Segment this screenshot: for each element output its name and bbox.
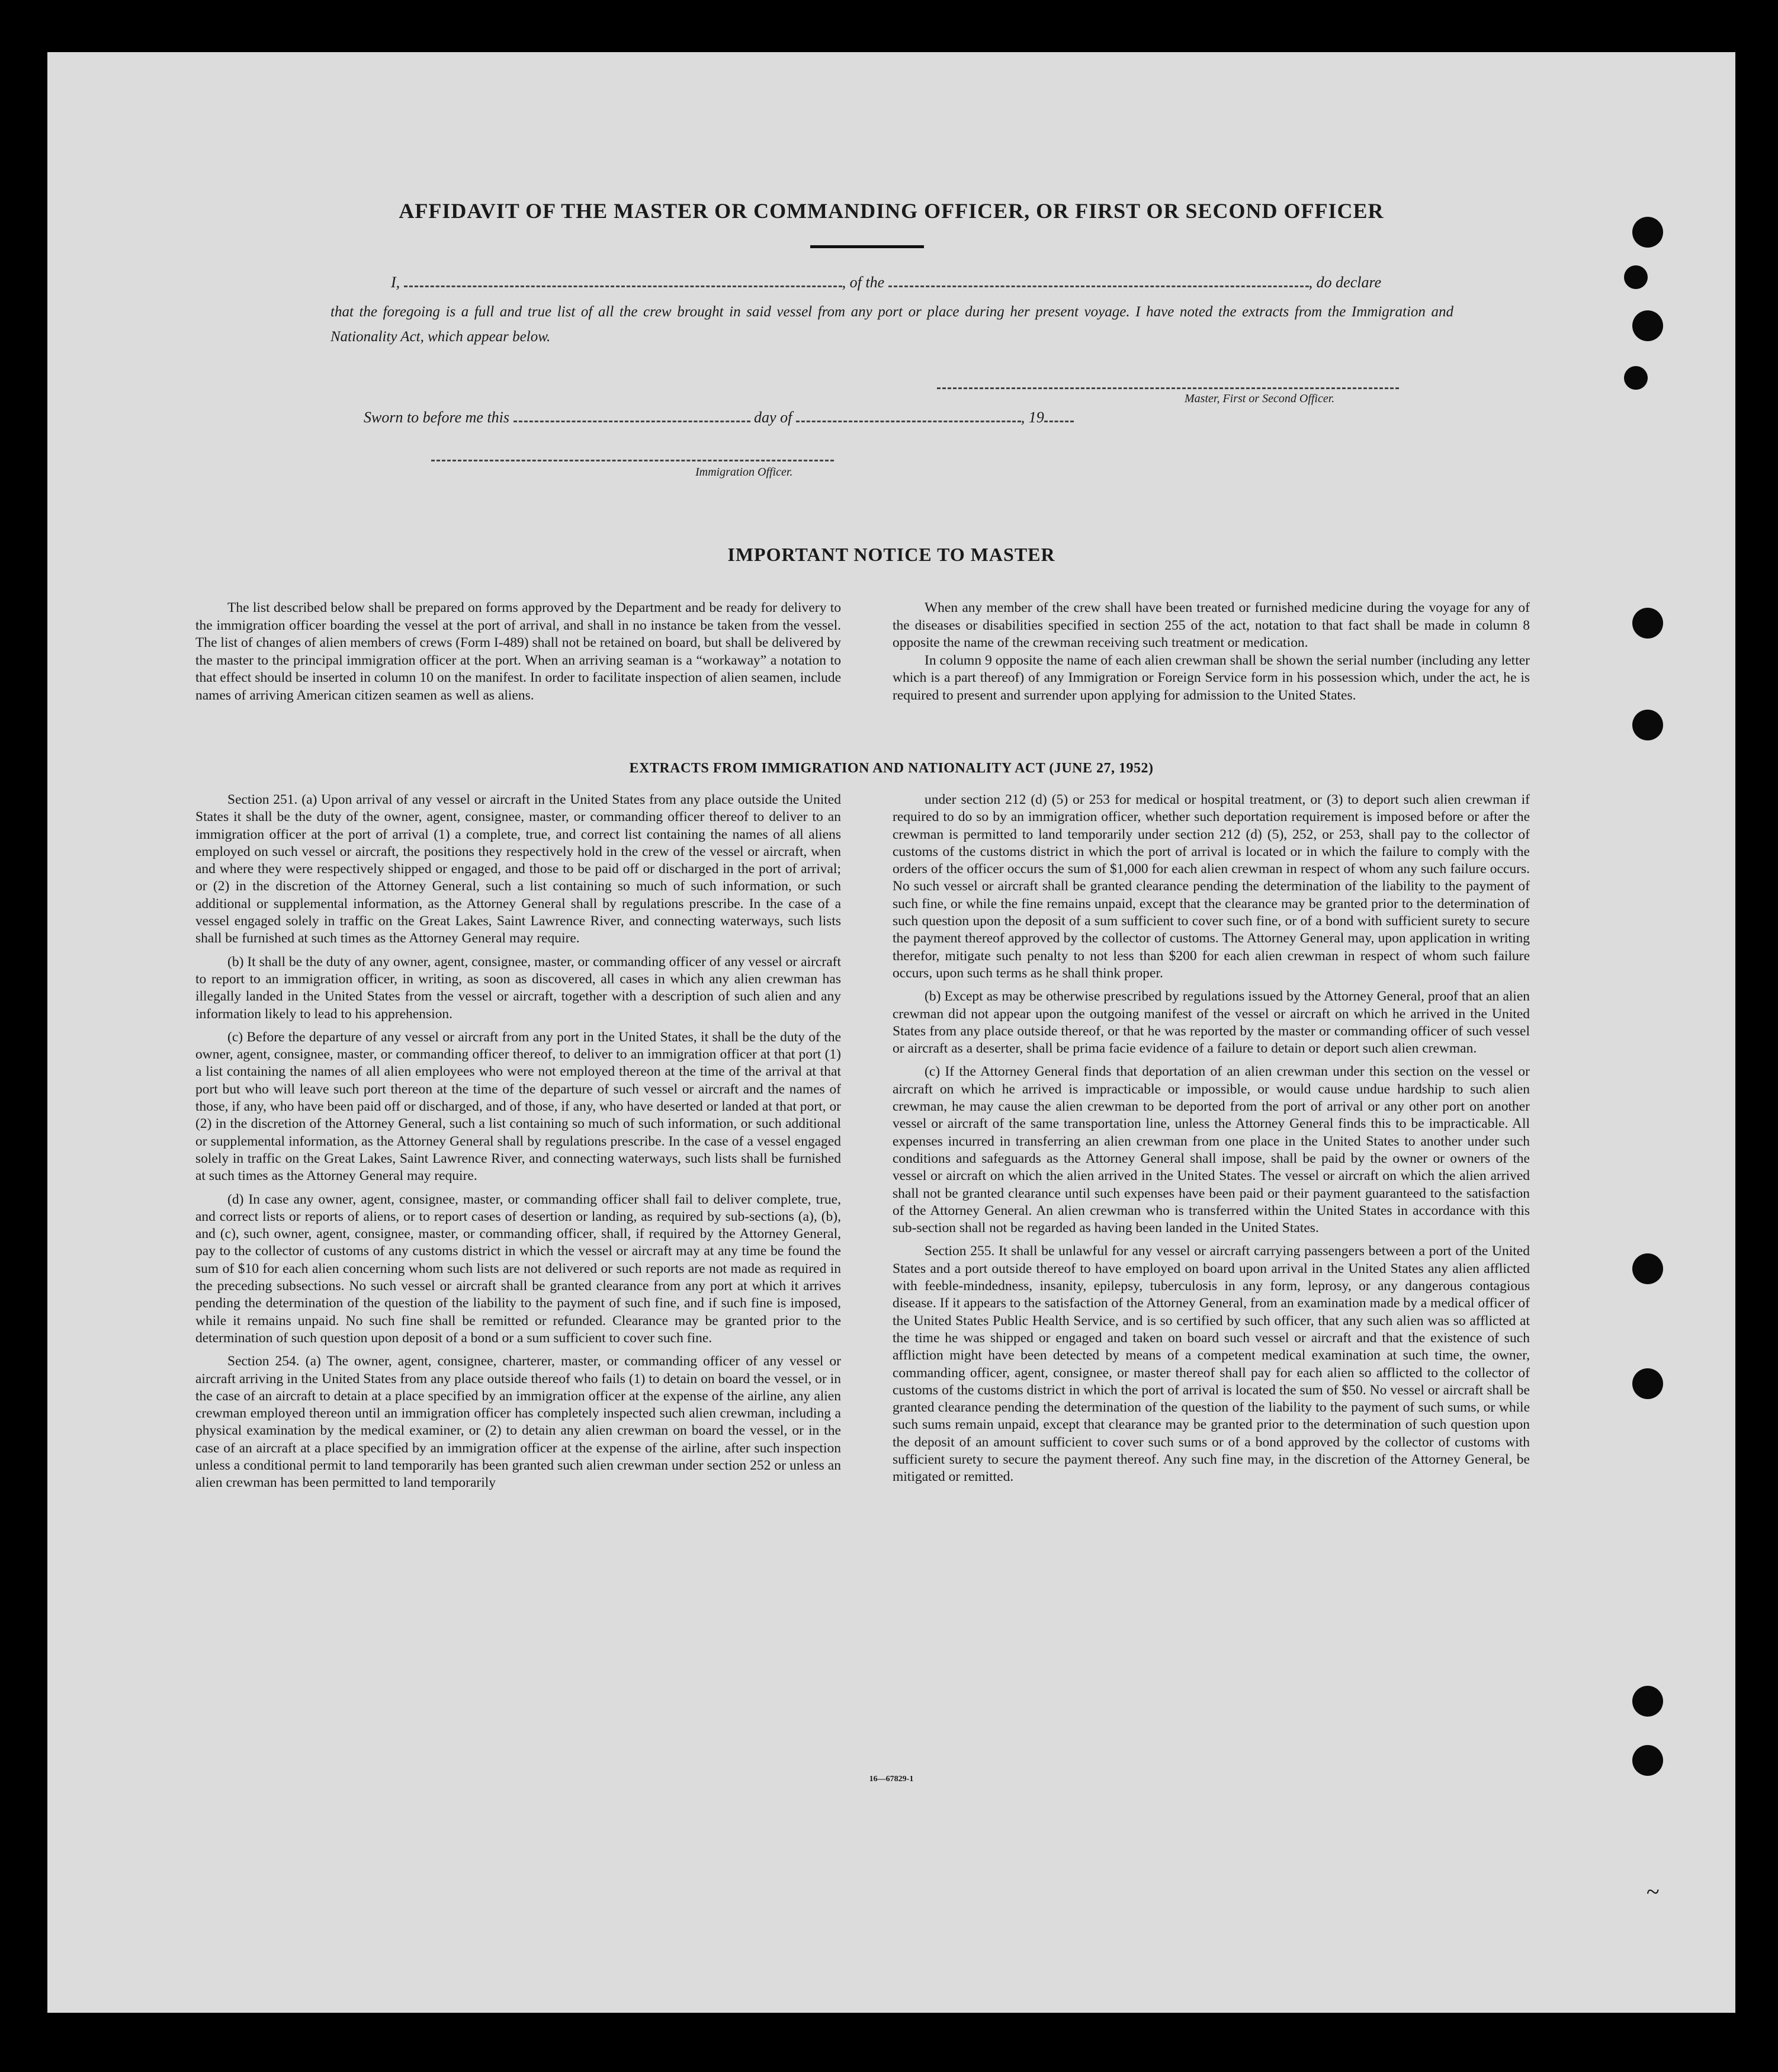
extracts-left-column <box>195 791 841 1498</box>
binder-hole <box>1624 265 1648 289</box>
notice-paragraph: In column 9 opposite the name of each alien crewman shall be shown the serial number (including any letter which is a part thereof) of any Immigration or Foreign Service form in his possession which, under the act, he is required to present and surrender upon applying for admission to the United States. <box>893 652 1530 703</box>
binder-hole <box>1632 710 1663 740</box>
handwritten-mark: ~ <box>1647 1878 1660 1905</box>
sworn-label: Sworn to before me this <box>364 409 510 426</box>
form-number: 16—67829-1 <box>869 1775 914 1784</box>
day-of-label: day of <box>754 409 792 426</box>
document-page <box>47 52 1735 2013</box>
binder-hole <box>1632 1253 1663 1284</box>
master-signature-line[interactable] <box>937 387 1399 389</box>
notice-left-column <box>195 599 841 705</box>
sworn-day-blank[interactable] <box>513 408 750 422</box>
act-paragraph: (b) Except as may be otherwise prescribed by regulations issued by the Attorney General, proof that an alien crewman did not appear upon the outgoing manifest of the vessel or aircraft on which he arrived in the United States from any place outside thereof, or that he was reported by the master or commanding officer of such vessel or aircraft as a deserter, shall be prima facie evidence of a failure to detain or deport such alien crewman. <box>893 989 1530 1057</box>
notice-paragraph: The list described below shall be prepared on forms approved by the Department and be ready for delivery to the immigration officer boarding the vessel at the port of arrival, and shall in no instance be taken from the vessel. The list of changes of alien members of crews (Form I-489) shall not be retained on board, but shall be delivered by the master to the principal immigration officer at the port. When an arriving seaman is a “workaway” a notation to that effect should be inserted in column 10 on the manifest. In order to facilitate inspection of alien seamen, include names of arriving American citizen seamen as well as aliens. <box>195 600 841 703</box>
sworn-year-blank[interactable] <box>1044 408 1074 422</box>
binder-hole <box>1632 608 1663 639</box>
binder-hole <box>1632 1745 1663 1776</box>
immigration-officer-signature-line[interactable] <box>431 460 834 461</box>
act-paragraph: (b) It shall be the duty of any owner, agent, consignee, master, or commanding officer of any vessel or aircraft to report to an immigration officer, in writing, as soon as discovered, all cases in which any alien crewman has illegally landed in the United States from the vessel or aircraft, together with a description of such alien and any information likely to lead to his apprehension. <box>195 954 841 1022</box>
extracts-right-column <box>893 791 1530 1492</box>
immigration-officer-caption: Immigration Officer. <box>695 466 793 479</box>
affidavit-title: AFFIDAVIT OF THE MASTER OR COMMANDING OFFICER, OR FIRST OR SECOND OFFICER <box>399 199 1384 223</box>
title-rule <box>810 245 924 248</box>
act-paragraph: (c) Before the departure of any vessel or aircraft from any port in the United States, it shall be the duty of the owner, agent, consignee, master, or commanding officer thereof, to deliver to an immigration officer at that port (1) a list containing the names of all alien employees who were not employed thereon at the time of the arrival at that port but who will leave such port thereon at the time of the departure of such vessel or aircraft and the names of those, if any, who have been paid off or discharged, and of those, if any, who have deserted or landed at that port, or (2) in the discretion of the Attorney General, such a list containing so much of such information, or such additional or supplemental information, as the Attorney General shall by regulations prescribe. In the case of a vessel engaged solely in traffic on the Great Lakes, Saint Lawrence River, and connecting waterways, such lists shall be furnished at such times as the Attorney General may require. <box>195 1029 841 1184</box>
binder-hole <box>1632 1686 1663 1717</box>
notice-right-column <box>893 599 1530 705</box>
name-blank[interactable] <box>404 272 842 287</box>
binder-hole <box>1632 1368 1663 1399</box>
master-signature-caption: Master, First or Second Officer. <box>1185 392 1335 405</box>
act-paragraph: Section 255. It shall be unlawful for any vessel or aircraft carrying passengers between a port of the United States and a port outside thereof to have employed on board upon arrival in the United States any alien afflicted with feeble-mindedness, insanity, epilepsy, tuberculosis in any form, leprosy, or any dangerous contagious disease. If it appears to the satisfaction of the Attorney General, from an examination made by a medical officer of the United States Public Health Service, and is so certified by such officer, that any such alien was so afflicted at the time he was shipped or engaged and taken on board such vessel or aircraft and that the existence of such affliction might have been detected by means of a competent medical examination at such time, the owner, commanding officer, agent, consignee, or master thereof shall pay for each alien so afflicted to the collector of customs of the customs district in which the port of arrival is located the sum of $50. No vessel or aircraft shall be granted clearance pending the determination of the question of the liability to the payment of such sums, or while such sums remain unpaid, except that clearance may be granted prior to the determination of such question upon the deposit of an amount sufficient to cover such sums or of a bond approved by the collector of customs with sufficient surety to secure the payment thereof. Any such fine may, in the discretion of the Attorney General, be mitigated or remitted. <box>893 1243 1530 1485</box>
act-paragraph: under section 212 (d) (5) or 253 for medical or hospital treatment, or (3) to deport such alien crewman if required to do so by an immigration officer, whether such deportation requirement is imposed before or after the crewman is permitted to land temporarily under section 212 (d) (5), 252, or 253, shall pay to the collector of customs of the customs district in which the port of arrival is located or in which the failure to comply with the orders of the officer occurs the sum of $1,000 for each alien crewman in respect of whom any such failure occurs. No such vessel or aircraft shall be granted clearance pending the determination of the liability to the payment of such fine, or while the fine remains unpaid, except that the clearance may be granted prior to the determination of such question upon the deposit of a sum sufficient to cover such fine, or of a bond with sufficient surety to secure the payment thereof approved by the collector of customs. The Attorney General may, upon application in writing therefor, mitigate such penalty to not less than $200 for each alien crewman in respect of whom such failure occurs, upon such terms as he shall think proper. <box>893 792 1530 981</box>
year-label: , 19 <box>1020 409 1044 426</box>
of-the-label: , of the <box>842 274 885 291</box>
i-label: I, <box>391 274 400 291</box>
sworn-line <box>364 408 1074 426</box>
binder-hole <box>1632 310 1663 341</box>
act-paragraph: Section 251. (a) Upon arrival of any vessel or aircraft in the United States from any place outside the United States it shall be the duty of the owner, agent, consignee, master, or commanding officer thereof to deliver to an immigration officer at the port of arrival (1) a complete, true, and correct list containing the names of all aliens employed on such vessel or aircraft, the positions they respectively hold in the crew of the vessel or aircraft, when and where they were respectively shipped or engaged, and those to be paid off or discharged in the port of arrival; or (2) in the discretion of the Attorney General, such a list containing so much of such information, or such additional or supplemental information, as the Attorney General shall by regulations prescribe. In the case of a vessel engaged solely in traffic on the Great Lakes, Saint Lawrence River, and connecting waterways, such lists shall be furnished at such times as the Attorney General may require. <box>195 792 841 947</box>
affidavit-declaration-line <box>391 272 1381 291</box>
act-paragraph: (d) In case any owner, agent, consignee, master, or commanding officer shall fail to deliver complete, true, and correct lists or reports of aliens, or to report cases of desertion or landing, as required by sub-sections (a), (b), and (c), such owner, agent, consignee, master, or commanding officer, shall, if required by the Attorney General, pay to the collector of customs of any customs district in which the vessel or aircraft may at any time be found the sum of $10 for each alien concerning whom such lists are not delivered or such reports are not made as required in the preceding subsections. No such vessel or aircraft shall be granted clearance from any port at which it arrives pending the determination of the question of the liability to the payment of such fine, and if such fine is imposed, while it remains unpaid. No such fine shall be remitted or refunded. Clearance may be granted prior to the determination of such question upon deposit of a bond or a sum sufficient to cover such fine. <box>195 1191 841 1346</box>
do-declare-label: , do declare <box>1308 274 1382 291</box>
act-paragraph: Section 254. (a) The owner, agent, consignee, charterer, master, or commanding officer of any vessel or aircraft arriving in the United States from any place outside thereof who fails (1) to detain on board the vessel, or in the case of an aircraft to detain at a place specified by an immigration officer at the expense of the airline, any alien crewman employed thereon until an immigration officer has completely inspected such alien crewman, including a physical examination by the medical examiner, or (2) to detain any alien crewman on board the vessel, or in the case of an aircraft at a place specified by an immigration officer at the expense of the airline, after such inspection unless a conditional permit to land temporarily has been granted such alien crewman under section 252 or unless an alien crewman has been permitted to land temporarily <box>195 1353 841 1491</box>
notice-title: IMPORTANT NOTICE TO MASTER <box>727 544 1055 565</box>
affidavit-statement: that the foregoing is a full and true list of all the crew brought in said vessel from any port or place during her present voyage. I have noted the extracts from the Immigration and Nationality Act, which appear below. <box>330 304 1453 345</box>
extracts-title: EXTRACTS FROM IMMIGRATION AND NATIONALITY ACT (JUNE 27, 1952) <box>629 761 1154 776</box>
act-paragraph: (c) If the Attorney General finds that deportation of an alien crewman under this section on the vessel or aircraft on which he arrived is impracticable or impossible, or would cause undue hardship to such alien crewman, he may cause the alien crewman to be deported from the port of arrival or any other port on another vessel or aircraft of the same transportation line, unless the Attorney General finds this to be impracticable. All expenses incurred in transferring an alien crewman from one place in the United States to another under such conditions and safeguards as the Attorney General shall impose, shall be paid by the owner or owners of the vessel or aircraft on which the alien arrived in the United States. The vessel or aircraft on which the alien arrived shall not be granted clearance until such expenses have been paid or their payment guaranteed to the satisfaction of the Attorney General. An alien crewman who is transferred within the United States in accordance with this sub-section shall not be regarded as having been landed in the United States. <box>893 1064 1530 1236</box>
vessel-blank[interactable] <box>888 272 1309 287</box>
sworn-month-blank[interactable] <box>796 408 1021 422</box>
binder-hole <box>1624 366 1648 390</box>
notice-paragraph: When any member of the crew shall have been treated or furnished medicine during the voyage for any of the diseases or disabilities specified in section 255 of the act, notation to that fact shall be made in column 8 opposite the name of the crewman receiving such treatment or medication. <box>893 600 1530 651</box>
